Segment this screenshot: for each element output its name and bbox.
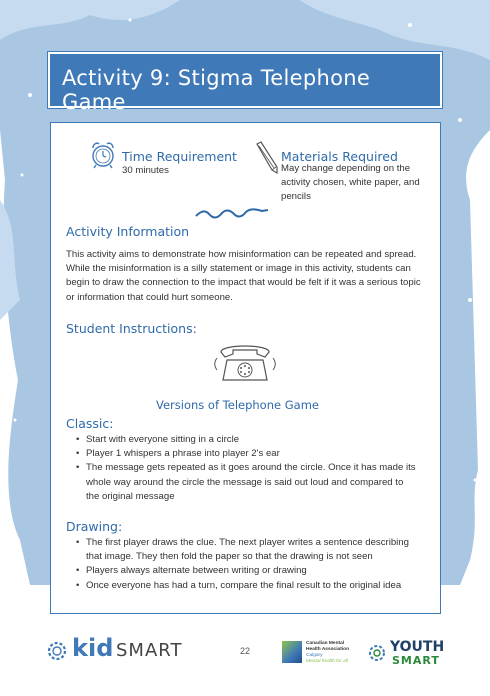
list-item: • Start with everyone sitting in a circle	[76, 433, 416, 447]
youth-smart-logo	[366, 639, 446, 669]
cmha-text-line: Canadian Mental	[306, 641, 345, 646]
cmha-emblem	[282, 641, 302, 663]
student-instructions-heading: Student Instructions:	[66, 321, 197, 336]
list-item: • Players always alternate between writing or drawing	[76, 564, 416, 578]
youth-smart-text: SMART	[392, 654, 440, 667]
activity-information-text: This activity aims to demonstrate how misinformation can be repeated and spread. While the misinformation is a silly statement or image in this activity, students can begin to draw the connection to the impact that would be felt if it was a serious topic or information that could hurt someone.	[66, 249, 421, 303]
materials-required-value: May change depending on the activity chosen, white paper, and pencils	[281, 163, 420, 202]
cmha-logo	[282, 641, 362, 667]
page-number: 22	[240, 646, 251, 656]
title-banner	[48, 52, 442, 114]
cmha-text-line: Calgary	[306, 653, 323, 658]
versions-heading: Versions of Telephone Game	[156, 398, 319, 412]
list-item: • Player 1 whispers a phrase into player 2's ear	[76, 447, 416, 461]
gear-icon	[44, 638, 70, 664]
time-requirement-label: Time Requirement	[122, 149, 237, 164]
pencil-icon	[254, 141, 280, 175]
squiggle-divider-icon	[194, 206, 270, 220]
kidsmart-smart: SMART	[116, 640, 183, 661]
kidsmart-kid: kid	[72, 634, 114, 662]
cmha-text-line: Mental health for all	[306, 659, 348, 664]
list-item: • The message gets repeated as it goes around the circle. Once it has made its whole way around the circle the message is said out loud and compared to the original message	[76, 461, 416, 504]
materials-required-label: Materials Required	[281, 149, 398, 164]
alarm-clock-icon	[88, 140, 118, 170]
kidsmart-logo	[44, 634, 204, 666]
drawing-heading: Drawing:	[66, 519, 123, 534]
drawing-list	[76, 536, 416, 593]
list-item: • The first player draws the clue. The next player writes a sentence describing that image. They then fold the paper so that the drawing is not seen	[76, 536, 416, 564]
classic-list	[76, 433, 416, 504]
list-item: • Once everyone has had a turn, compare the final result to the original idea	[76, 579, 416, 593]
classic-heading: Classic:	[66, 416, 114, 431]
cmha-text-line: Health Association	[306, 647, 350, 652]
time-requirement-value: 30 minutes	[122, 165, 169, 176]
activity-information-heading: Activity Information	[66, 224, 190, 239]
youth-text: YOUTH	[390, 639, 445, 655]
gear-icon	[366, 642, 388, 664]
telephone-icon	[213, 340, 277, 386]
page-title: Activity 9: Stigma Telephone Game	[62, 66, 371, 114]
